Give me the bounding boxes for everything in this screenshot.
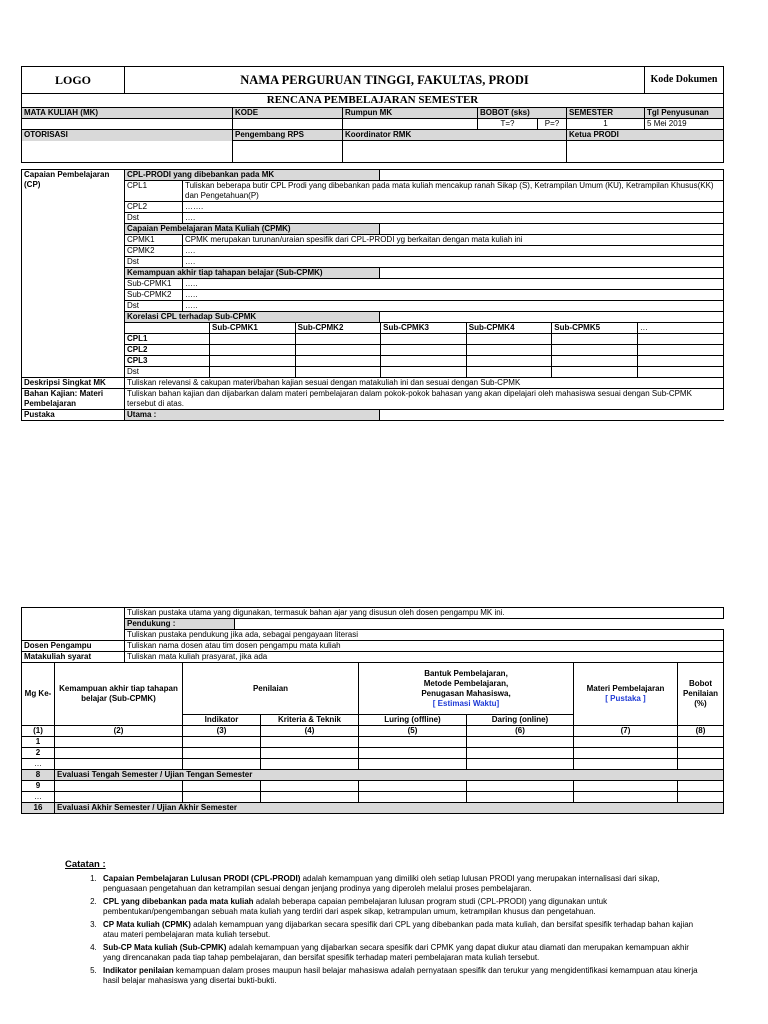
cpl-header: CPL-PRODI yang dibebankan pada MK <box>125 170 380 181</box>
t-value[interactable]: T=? <box>478 119 538 130</box>
uts-text: Evaluasi Tengah Semester / Ujian Tengan Semester <box>55 770 724 781</box>
cpmk-text[interactable]: …. <box>183 246 724 257</box>
pustaka-utama-label: Utama : <box>125 410 380 421</box>
bahan-kajian-text[interactable]: Tuliskan bahan kajian dan dijabarkan dalam materi pembelajaran dalam pokok-pokok bahasan yang akan dipelajari oleh mahasiswa sesuai dengan Sub-CPMK tersebut di atas. <box>125 389 724 410</box>
sub-cpmk-header: Kemampuan akhir tiap tahapan belajar (Sub-CPMK) <box>125 268 380 279</box>
semester-value[interactable]: 1 <box>567 119 645 130</box>
korelasi-col-header: Sub-CPMK2 <box>295 323 381 334</box>
tgl-value[interactable]: 5 Mei 2019 <box>645 119 724 130</box>
catatan-item: 3. CP Mata kuliah (CPMK) adalah kemampuan yang dijabarkan secara spesifik dari CPL yang dibebankan pada mata kuliah, dan bersifat spesifik terhadap bahan kajian atau materi pembelajaran mata kuliah tersebut. <box>99 920 705 941</box>
pustaka-table <box>21 607 724 663</box>
estimasi-tag: [ Estimasi Waktu] <box>432 698 500 708</box>
cpmk-code: CPMK1 <box>125 235 183 246</box>
mk-label: MATA KULIAH (MK) <box>22 108 233 119</box>
cpl-text[interactable]: ……. <box>183 202 724 213</box>
korelasi-matrix <box>125 323 723 377</box>
sub-cpmk-text[interactable]: ….. <box>183 301 724 312</box>
cpl-text[interactable]: Tuliskan beberapa butir CPL Prodi yang dibebankan pada mata kuliah mencakup ranah Sikap (S), Ketrampilan Umum (KU), Ketrampilan Khusus(KK) dan Pengetahuan(P) <box>183 181 724 202</box>
logo: LOGO <box>22 67 125 94</box>
rumpun-value[interactable] <box>343 119 478 130</box>
ketua-label: Ketua PRODI <box>567 130 724 141</box>
catatan-item: 4. Sub-CP Mata kuliah (Sub-CPMK) adalah kemampuan yang dijabarkan secara spesifik dari CPMK yang dapat diukur atau diamati dan merupakan kemampuan akhir yang direncanakan pada tiap tahap pembelajaran, dan bersifat spesifik terhadap materi pembelajaran mata kuliah tersebut. <box>99 943 705 964</box>
catatan-list <box>65 874 705 987</box>
bantuk-header: Bantuk Pembelajaran, Metode Pembelajaran, Penugasan Mahasiswa, [ Estimasi Waktu] <box>359 663 574 715</box>
document-title: RENCANA PEMBELAJARAN SEMESTER <box>22 94 724 108</box>
rps-form-page-2 <box>21 607 723 814</box>
korelasi-col-header: Sub-CPMK1 <box>210 323 296 334</box>
cpmk-code: Dst <box>125 257 183 268</box>
week-number: 9 <box>22 781 55 792</box>
cp-table <box>21 169 724 421</box>
pustaka-label: Pustaka <box>22 410 125 421</box>
dosen-text[interactable]: Tuliskan nama dosen atau tim dosen pengampu mata kuliah <box>125 641 724 652</box>
cpmk-header: Capaian Pembelajaran Mata Kuliah (CPMK) <box>125 224 380 235</box>
weekly-plan-table <box>21 662 724 814</box>
deskripsi-label: Deskripsi Singkat MK <box>22 378 125 389</box>
document-code: Kode Dokumen <box>645 67 724 94</box>
kode-label: KODE <box>233 108 343 119</box>
rumpun-label: Rumpun MK <box>343 108 478 119</box>
cpmk-code: CPMK2 <box>125 246 183 257</box>
sub-cpmk-code: Sub-CPMK1 <box>125 279 183 290</box>
cpl-code: CPL2 <box>125 202 183 213</box>
koordinator-signature[interactable] <box>343 141 567 163</box>
kemampuan-header: Kemampuan akhir tiap tahapan belajar (Sub-CPMK) <box>55 663 183 726</box>
cpl-text[interactable]: …. <box>183 213 724 224</box>
korelasi-col-header: … <box>637 323 723 334</box>
korelasi-header: Korelasi CPL terhadap Sub-CPMK <box>125 312 380 323</box>
dosen-label: Dosen Pengampu <box>22 641 125 652</box>
p-value[interactable]: P=? <box>538 119 567 130</box>
sub-cpmk-code: Dst <box>125 301 183 312</box>
korelasi-col-header: Sub-CPMK4 <box>466 323 552 334</box>
uas-week: 16 <box>22 803 55 814</box>
semester-label: SEMESTER <box>567 108 645 119</box>
syarat-label: Matakuliah syarat <box>22 652 125 663</box>
uas-text: Evaluasi Akhir Semester / Ujian Akhir Semester <box>55 803 724 814</box>
pustaka-pendukung-label: Pendukung : <box>125 619 235 630</box>
cpl-code: Dst <box>125 213 183 224</box>
col-number: (2) <box>55 726 183 737</box>
catatan-item: 1. Capaian Pembelajaran Lulusan PRODI (CPL-PRODI) adalah kemampuan yang dimiliki oleh setiap lulusan PRODI yang merupakan internalisasi dari sikap, penguasaan pengetahuan dan ketrampilan sesuai dengan jenjang prodinya yang diperoleh melalui proses pembelajaran. <box>99 874 705 895</box>
col-number: (5) <box>359 726 467 737</box>
bahan-kajian-label: Bahan Kajian: Materi Pembelajaran <box>22 389 125 410</box>
bobot-label: BOBOT (sks) <box>478 108 567 119</box>
catatan-title: Catatan : <box>65 859 106 870</box>
korelasi-row-label: Dst <box>125 367 210 378</box>
cpmk-text[interactable]: CPMK merupakan turunan/uraian spesifik dari CPL-PRODI yg berkaitan dengan mata kuliah ini <box>183 235 724 246</box>
penilaian-header: Penilaian <box>183 663 359 715</box>
pustaka-pendukung-text[interactable]: Tuliskan pustaka pendukung jika ada, sebagai pengayaan literasi <box>125 630 724 641</box>
koordinator-label: Koordinator RMK <box>343 130 567 141</box>
col-number: (7) <box>574 726 678 737</box>
pustaka-tag: [ Pustaka ] <box>605 694 646 703</box>
tgl-label: Tgl Penyusunan <box>645 108 724 119</box>
institution-name: NAMA PERGURUAN TINGGI, FAKULTAS, PRODI <box>125 67 645 94</box>
mg-header: Mg Ke- <box>22 663 55 726</box>
otorisasi-blank <box>22 141 233 163</box>
week-number: … <box>22 792 55 803</box>
week-number: 1 <box>22 737 55 748</box>
uts-week: 8 <box>22 770 55 781</box>
sub-cpmk-text[interactable]: ….. <box>183 290 724 301</box>
kode-value[interactable] <box>233 119 343 130</box>
cpmk-text[interactable]: …. <box>183 257 724 268</box>
deskripsi-text[interactable]: Tuliskan relevansi & cakupan materi/bahan kajian sesuai dengan matakuliah ini dan sesuai dengan Sub-CPMK <box>125 378 724 389</box>
korelasi-col-header: Sub-CPMK5 <box>552 323 638 334</box>
col-number: (1) <box>22 726 55 737</box>
korelasi-row-label: CPL1 <box>125 334 210 345</box>
rps-form-page-1 <box>21 66 723 421</box>
rps-header-table <box>21 66 724 170</box>
korelasi-row-label: CPL3 <box>125 356 210 367</box>
col-number: (8) <box>678 726 724 737</box>
catatan-item: 2. CPL yang dibebankan pada mata kuliah adalah beberapa capaian pembelajaran lulusan program studi (CPL-PRODI) yang digunakan untuk pembentukan/pengembangan sebuah mata kuliah yang terdiri dari aspek sikap, ketrampulan umum, ketrampilan khusus dan pengetahuan. <box>99 897 705 918</box>
col-number: (6) <box>467 726 574 737</box>
mk-value[interactable] <box>22 119 233 130</box>
otorisasi-label: OTORISASI <box>22 130 233 141</box>
catatan-item: 5. Indikator penilaian kemampuan dalam proses maupun hasil belajar mahasiswa adalah pernyataan spesifik dan terukur yang mengidentifikasi kemampuan atau kinerja hasil belajar mahasiswa yang disertai bukti-bukti. <box>99 966 705 987</box>
materi-header: Materi Pembelajaran [ Pustaka ] <box>574 663 678 726</box>
kriteria-header: Kriteria & Teknik <box>261 715 359 726</box>
korelasi-row-label: CPL2 <box>125 345 210 356</box>
col-number: (3) <box>183 726 261 737</box>
bobot-header: Bobot Penilaian (%) <box>678 663 724 726</box>
col-number: (4) <box>261 726 359 737</box>
sub-cpmk-code: Sub-CPMK2 <box>125 290 183 301</box>
pustaka-utama-text[interactable]: Tuliskan pustaka utama yang digunakan, termasuk bahan ajar yang disusun oleh dosen pengampu MK ini. <box>125 608 724 619</box>
week-number: … <box>22 759 55 770</box>
pengembang-label: Pengembang RPS <box>233 130 343 141</box>
cpl-code: CPL1 <box>125 181 183 202</box>
cp-label: Capaian Pembelajaran (CP) <box>22 170 125 378</box>
indikator-header: Indikator <box>183 715 261 726</box>
daring-header: Daring (online) <box>467 715 574 726</box>
syarat-text[interactable]: Tuliskan mata kuliah prasyarat, jika ada <box>125 652 724 663</box>
korelasi-col-header: Sub-CPMK3 <box>381 323 467 334</box>
pengembang-signature[interactable] <box>233 141 343 163</box>
luring-header: Luring (offline) <box>359 715 467 726</box>
week-number: 2 <box>22 748 55 759</box>
korelasi-matrix-cell <box>125 323 724 378</box>
catatan-section <box>65 860 705 989</box>
ketua-signature[interactable] <box>567 141 724 163</box>
sub-cpmk-text[interactable]: ….. <box>183 279 724 290</box>
